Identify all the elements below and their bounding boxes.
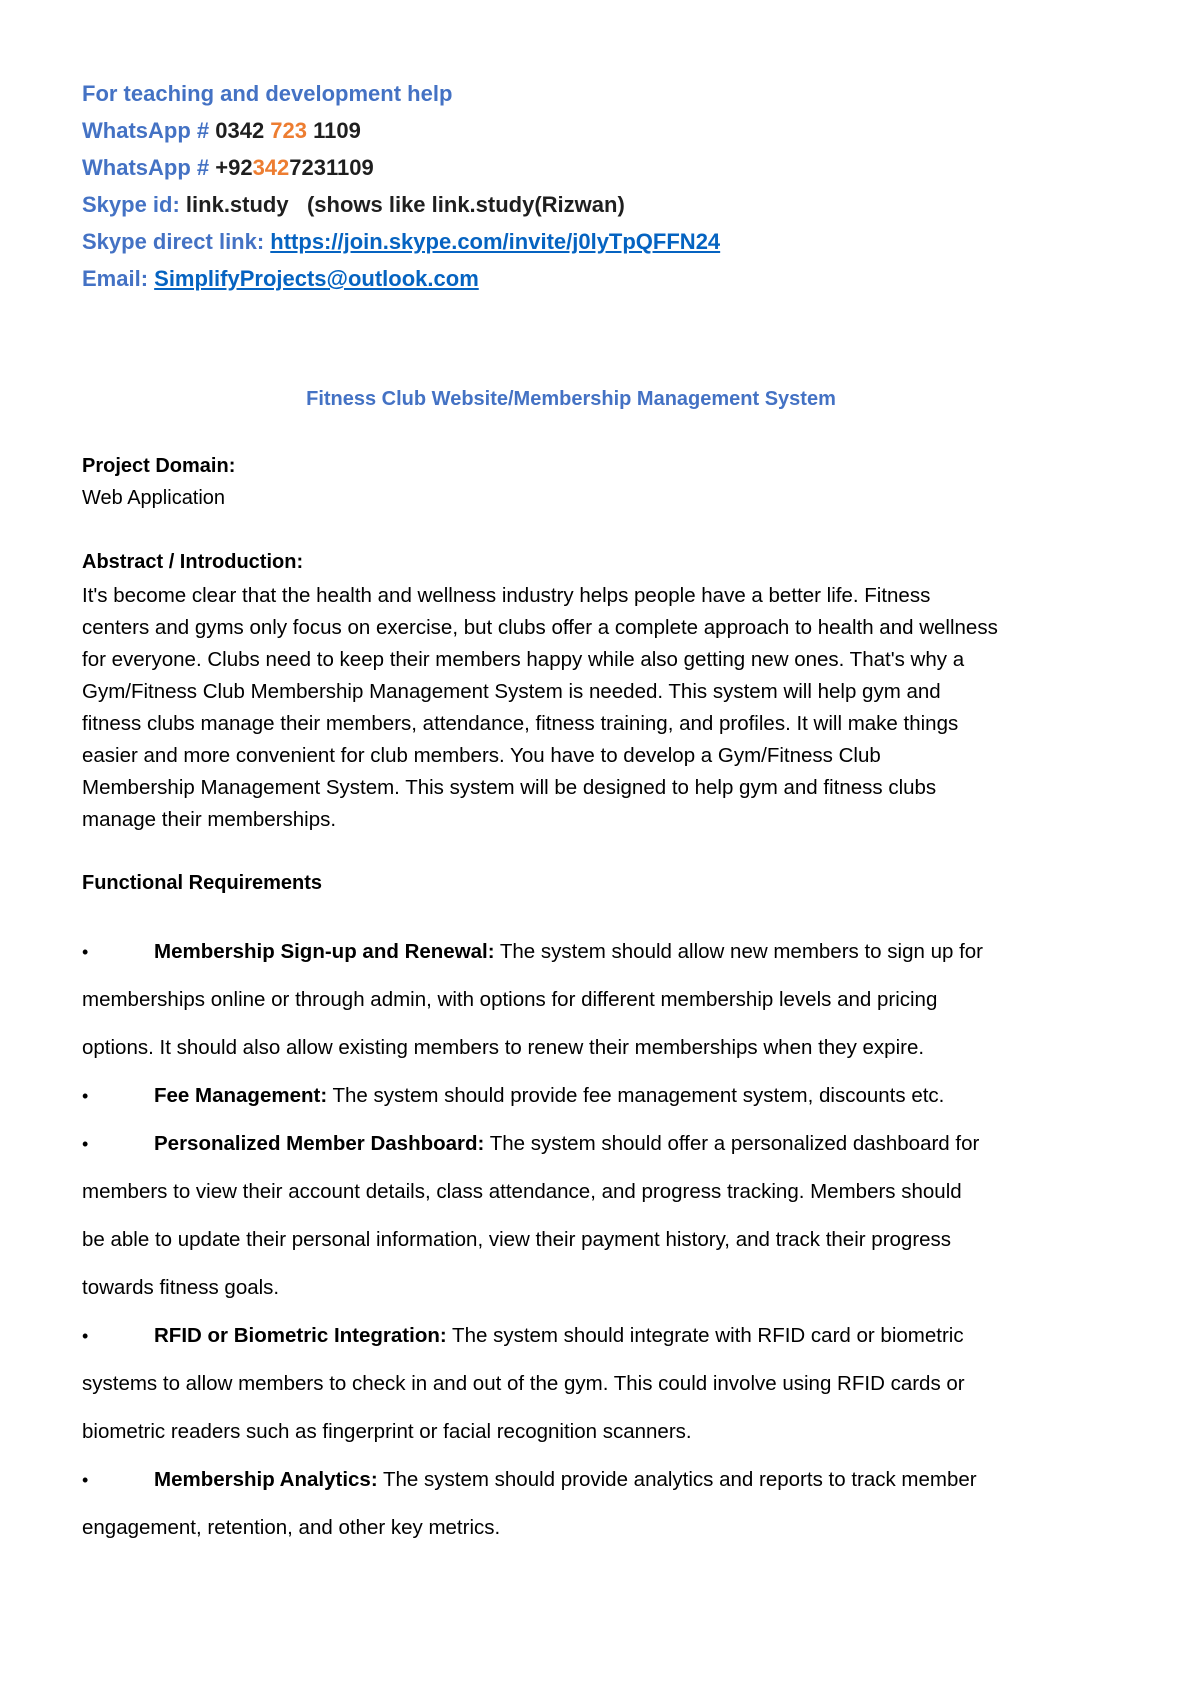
requirement-title: Membership Analytics: (154, 1468, 378, 1491)
skype-id-value: link.study (shows like link.study(Rizwan) (185, 192, 625, 217)
requirement-text: The system should offer a personalized dashboard for (484, 1132, 980, 1155)
requirement-text: The system should integrate with RFID card or biometric (446, 1324, 964, 1347)
contact-headline: For teaching and development help (82, 81, 453, 106)
functional-requirements-heading: Functional Requirements (82, 872, 323, 894)
requirement-item (82, 1072, 1162, 1120)
project-domain-value: Web Application (82, 487, 226, 509)
requirement-item (82, 1312, 1162, 1456)
bullet-icon: • (82, 1134, 89, 1154)
bullet-icon: • (82, 1326, 89, 1346)
requirement-title: RFID or Biometric Integration: (154, 1324, 447, 1347)
email-link[interactable]: SimplifyProjects@outlook.com (154, 266, 479, 291)
requirement-first-line (82, 1072, 1162, 1120)
whatsapp-number-part: 7231109 (289, 155, 374, 180)
abstract-heading: Abstract / Introduction: (82, 551, 304, 573)
bullet-icon: • (82, 1470, 89, 1490)
project-domain-heading: Project Domain: (82, 455, 236, 477)
requirements-list (82, 928, 1162, 1552)
requirement-item (82, 1120, 1162, 1312)
whatsapp-line-2 (82, 149, 720, 186)
abstract-line: Gym/Fitness Club Membership Management System is needed. This system will help gym and (82, 680, 941, 703)
requirement-first-line (82, 928, 1162, 976)
requirement-title: Fee Management: (154, 1084, 328, 1107)
requirement-first-line (82, 1312, 1162, 1360)
requirement-text-line: memberships online or through admin, with options for different membership levels and pricing (82, 988, 938, 1011)
email-line (82, 260, 720, 297)
abstract-line: centers and gyms only focus on exercise, but clubs offer a complete approach to health and wellness (82, 616, 998, 639)
skype-id-line (82, 186, 720, 223)
requirement-text-line: options. It should also allow existing members to renew their memberships when they expire. (82, 1036, 925, 1059)
skype-link-line (82, 223, 720, 260)
requirement-first-line (82, 1120, 1162, 1168)
bullet-icon: • (82, 942, 89, 962)
whatsapp-number-part: 1109 (307, 118, 361, 143)
requirement-item (82, 1456, 1162, 1552)
whatsapp-number-part: +92 (215, 155, 253, 180)
requirement-text: The system should provide analytics and reports to track member (377, 1468, 977, 1491)
requirement-text: The system should provide fee management system, discounts etc. (327, 1084, 945, 1107)
requirement-title: Personalized Member Dashboard: (154, 1132, 485, 1155)
requirement-text-line: towards fitness goals. (82, 1276, 280, 1299)
whatsapp-line-1 (82, 112, 720, 149)
abstract-line: easier and more convenient for club members. You have to develop a Gym/Fitness Club (82, 744, 881, 767)
abstract-line: fitness clubs manage their members, attendance, fitness training, and profiles. It will make things (82, 712, 959, 735)
abstract-line: It's become clear that the health and wellness industry helps people have a better life. Fitness (82, 584, 931, 607)
requirement-text-line: systems to allow members to check in and out of the gym. This could involve using RFID cards or (82, 1372, 965, 1395)
requirement-item (82, 928, 1162, 1072)
whatsapp-number-part: 342 (252, 155, 290, 180)
email-label: Email: (82, 266, 155, 291)
requirement-text: The system should allow new members to sign up for (494, 940, 983, 963)
whatsapp-number-part: 723 (270, 118, 308, 143)
requirement-text-line: members to view their account details, class attendance, and progress tracking. Members should (82, 1180, 962, 1203)
skype-id-label: Skype id: (82, 192, 186, 217)
skype-link-label: Skype direct link: (82, 229, 271, 254)
whatsapp-label: WhatsApp # (82, 118, 216, 143)
abstract-line: Membership Management System. This system will be designed to help gym and fitness clubs (82, 776, 937, 799)
requirement-first-line (82, 1456, 1162, 1504)
bullet-icon: • (82, 1086, 89, 1106)
abstract-line: for everyone. Clubs need to keep their members happy while also getting new ones. That's why a (82, 648, 965, 671)
abstract-body (82, 580, 1162, 836)
whatsapp-label: WhatsApp # (82, 155, 216, 180)
requirement-text-line: be able to update their personal information, view their payment history, and track their progress (82, 1228, 952, 1251)
requirement-title: Membership Sign-up and Renewal: (154, 940, 495, 963)
whatsapp-number-part: 0342 (215, 118, 271, 143)
document-title: Fitness Club Website/Membership Management System (306, 388, 836, 410)
requirement-text-line: engagement, retention, and other key metrics. (82, 1516, 501, 1539)
contact-block (82, 75, 720, 297)
requirement-text-line: biometric readers such as fingerprint or facial recognition scanners. (82, 1420, 692, 1443)
abstract-line: manage their memberships. (82, 808, 337, 831)
skype-link[interactable]: https://join.skype.com/invite/j0lyTpQFFN24 (270, 229, 721, 254)
